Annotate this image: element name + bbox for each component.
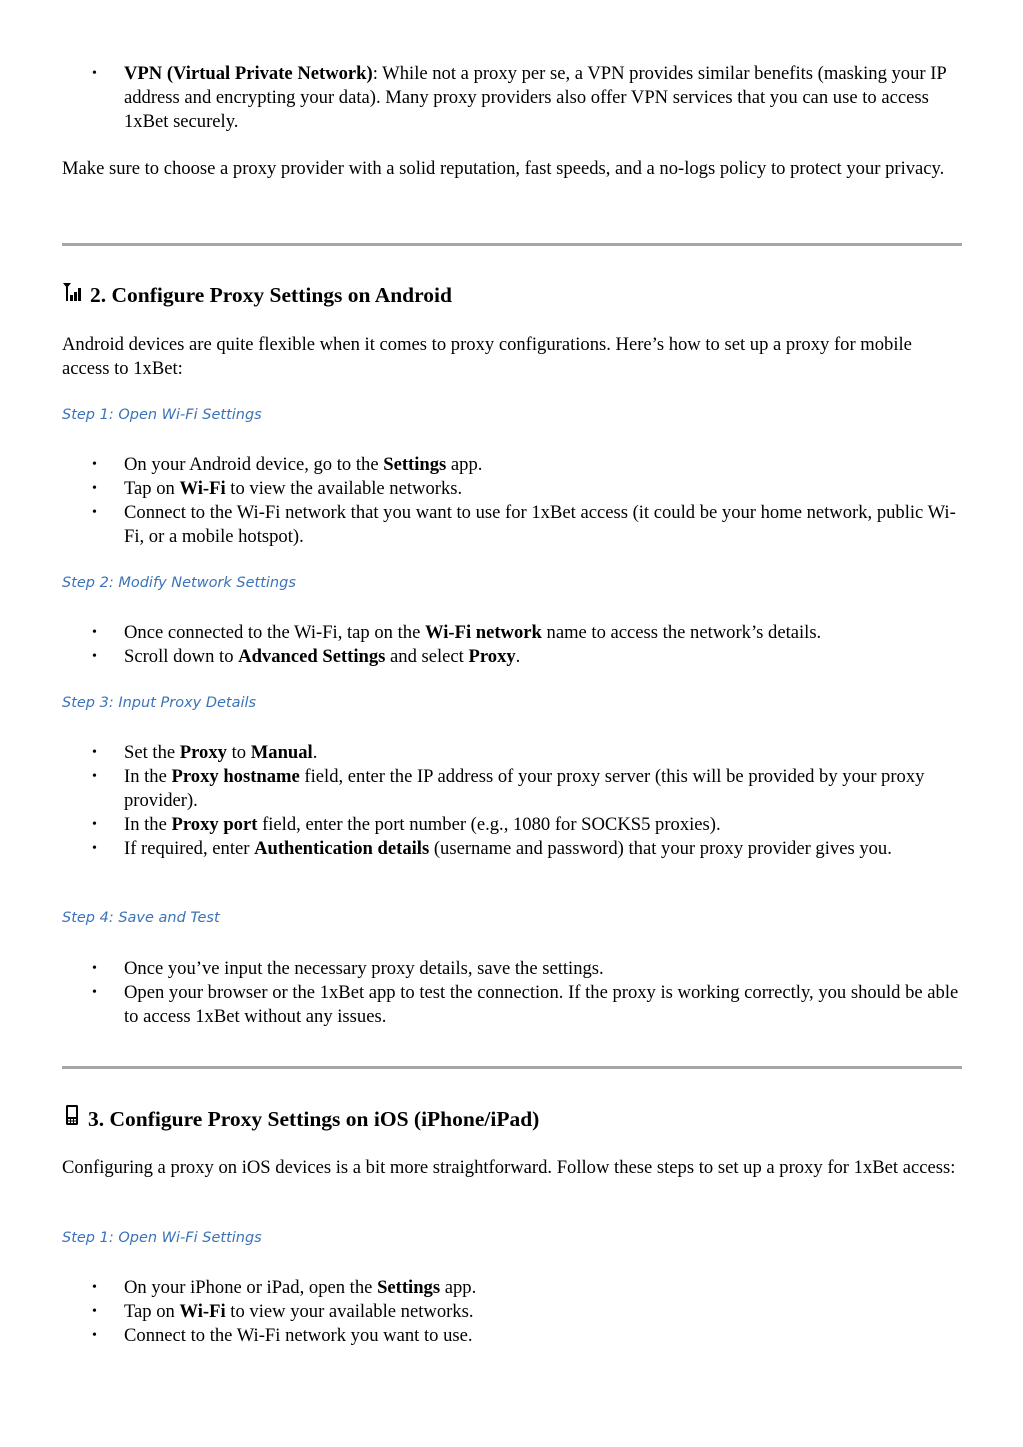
- ios-intro: Configuring a proxy on iOS devices is a bit more straightforward. Follow these steps to set up a proxy for 1xBet access:: [62, 1157, 956, 1178]
- text: to view your available networks.: [225, 1301, 474, 1322]
- bullet: •: [92, 841, 97, 856]
- text: Connect to the Wi-Fi network you want to use.: [124, 1325, 473, 1346]
- bullet: •: [92, 1328, 97, 1343]
- bold-term: Proxy: [468, 646, 516, 667]
- section-divider: [62, 243, 962, 246]
- bold-term: Settings: [383, 454, 447, 475]
- text: and select: [385, 646, 469, 667]
- text: On your iPhone or iPad, open the: [124, 1277, 378, 1298]
- bullet: •: [92, 66, 97, 81]
- android-section-heading: [62, 281, 452, 309]
- bullet: •: [92, 625, 97, 640]
- bold-term: Proxy port: [171, 814, 258, 835]
- list-item: [62, 1276, 962, 1300]
- text: name to access the network’s details.: [541, 622, 822, 643]
- bullet: •: [92, 649, 97, 664]
- bold-term: Settings: [377, 1277, 441, 1298]
- list-item: [62, 837, 962, 861]
- list-item: [62, 453, 962, 477]
- bold-term: Wi-Fi network: [424, 622, 542, 643]
- list-item: [62, 477, 962, 501]
- bold-term: Wi-Fi: [179, 1301, 226, 1322]
- text: app.: [446, 454, 483, 475]
- android-step1-heading: Step 1: Open Wi-Fi Settings: [62, 407, 262, 423]
- bold-term: Manual: [250, 742, 313, 763]
- ios-step1-heading: Step 1: Open Wi-Fi Settings: [62, 1230, 262, 1246]
- text: (username and password) that your proxy provider gives you.: [429, 838, 892, 859]
- text: to view the available networks.: [225, 478, 463, 499]
- text: field, enter the IP address of your proxy server (this will be provided by your proxy provider).: [124, 766, 925, 811]
- list-item: [62, 1300, 962, 1324]
- android-step2-list: [62, 621, 962, 669]
- text: Tap on: [124, 478, 180, 499]
- list-item: [62, 1324, 962, 1348]
- bullet: •: [92, 769, 97, 784]
- text: On your Android device, go to the: [124, 454, 384, 475]
- bold-term: Wi-Fi: [179, 478, 226, 499]
- list-item: [62, 765, 962, 813]
- text: field, enter the port number (e.g., 1080 for SOCKS5 proxies).: [257, 814, 721, 835]
- vpn-description: : While not a proxy per se, a VPN provides similar benefits (masking your IP address and encrypting your data). Many proxy providers also offer VPN services that you can use to access 1xBet securely.: [124, 63, 947, 132]
- ios-section-heading: [62, 1104, 539, 1133]
- text: Once you’ve input the necessary proxy details, save the settings.: [124, 958, 604, 979]
- android-step4-list: [62, 957, 962, 1029]
- text: Connect to the Wi-Fi network that you want to use for 1xBet access (it could be your home network, public Wi-Fi, or a mobile hotspot).: [124, 502, 956, 547]
- list-item: [62, 645, 962, 669]
- android-section-title: 2. Configure Proxy Settings on Android: [90, 283, 452, 307]
- text: app.: [440, 1277, 477, 1298]
- bullet: •: [92, 505, 97, 520]
- bold-term: Advanced Settings: [238, 646, 386, 667]
- bold-term: Proxy: [179, 742, 227, 763]
- list-item: [62, 62, 962, 134]
- bullet: •: [92, 817, 97, 832]
- android-step4-heading: Step 4: Save and Test: [62, 910, 220, 926]
- text: Scroll down to: [124, 646, 239, 667]
- section-divider: [62, 1066, 962, 1069]
- text: In the: [124, 814, 172, 835]
- bullet: •: [92, 1280, 97, 1295]
- bullet: •: [92, 481, 97, 496]
- text: If required, enter: [124, 838, 255, 859]
- android-step2-heading: Step 2: Modify Network Settings: [62, 575, 296, 591]
- text: In the: [124, 766, 172, 787]
- vpn-bullet-list: [62, 62, 962, 134]
- bullet: •: [92, 1304, 97, 1319]
- text: Open your browser or the 1xBet app to test the connection. If the proxy is working correctly, you should be able to access 1xBet without any issues.: [124, 982, 959, 1027]
- provider-note: Make sure to choose a proxy provider with a solid reputation, fast speeds, and a no-logs policy to protect your privacy.: [62, 158, 945, 179]
- android-step3-list: [62, 741, 962, 861]
- text: to: [226, 742, 251, 763]
- android-intro: Android devices are quite flexible when it comes to proxy configurations. Here’s how to set up a proxy for mobile access to 1xBet:: [62, 334, 912, 379]
- mobile-phone-icon: [62, 1104, 82, 1133]
- list-item: [62, 741, 962, 765]
- signal-bars-icon: [62, 281, 84, 309]
- bold-term: Proxy hostname: [171, 766, 300, 787]
- bold-term: Authentication details: [254, 838, 430, 859]
- text: Tap on: [124, 1301, 180, 1322]
- text: .: [312, 742, 318, 763]
- android-step1-list: [62, 453, 962, 549]
- list-item: [62, 501, 962, 549]
- android-step3-heading: Step 3: Input Proxy Details: [62, 695, 257, 711]
- list-item: [62, 813, 962, 837]
- list-item: [62, 981, 962, 1029]
- text: .: [515, 646, 521, 667]
- vpn-term: VPN (Virtual Private Network): [124, 63, 373, 84]
- bullet: •: [92, 457, 97, 472]
- list-item: [62, 957, 962, 981]
- text: Set the: [124, 742, 180, 763]
- list-item: [62, 621, 962, 645]
- bullet: •: [92, 985, 97, 1000]
- bullet: •: [92, 745, 97, 760]
- text: Once connected to the Wi-Fi, tap on the: [124, 622, 425, 643]
- ios-step1-list: [62, 1276, 962, 1348]
- ios-section-title: 3. Configure Proxy Settings on iOS (iPhone/iPad): [88, 1106, 540, 1131]
- bullet: •: [92, 961, 97, 976]
